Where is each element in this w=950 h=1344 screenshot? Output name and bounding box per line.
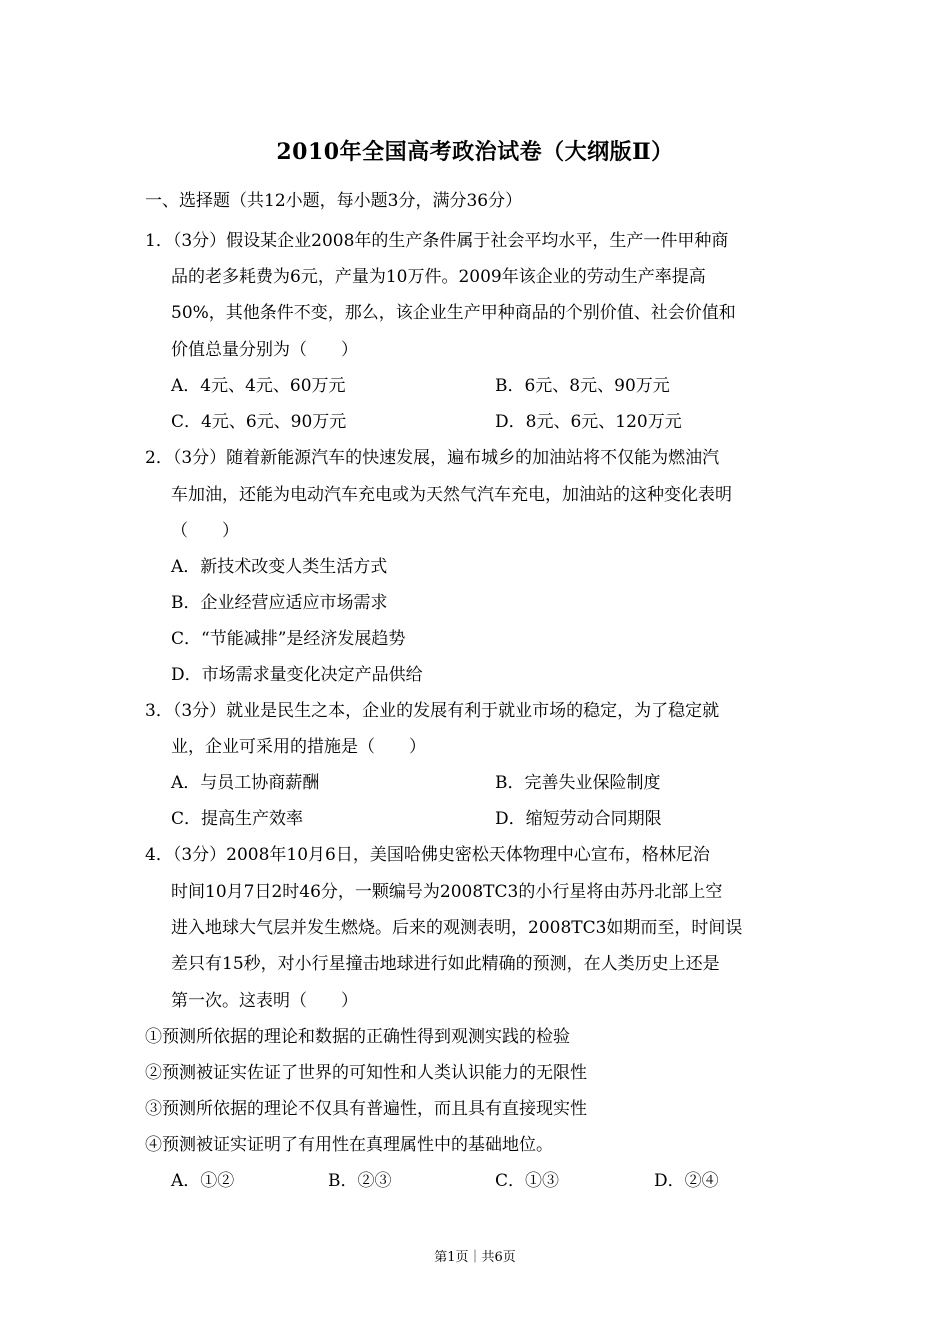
option-b: B．企业经营应适应市场需求 [171,593,388,613]
option-c: C．“节能减排”是经济发展趋势 [171,629,406,649]
option-b: B．完善失业保险制度 [495,773,661,793]
option-a: A．与员工协商薪酬 [171,773,320,793]
question-text-line: 50%，其他条件不变，那么，该企业生产甲种商品的个别价值、社会价值和 [171,303,736,323]
statement-2: ②预测被证实佐证了世界的可知性和人类认识能力的无限性 [145,1063,587,1083]
option-b: B．②③ [328,1171,392,1191]
option-d: D．缩短劳动合同期限 [495,809,662,829]
option-d: D．市场需求量变化决定产品供给 [171,665,423,685]
statement-3: ③预测所依据的理论不仅具有普遍性，而且具有直接现实性 [145,1099,587,1119]
question-text-line: 第一次。这表明（ ） [171,991,358,1011]
page-footer: 第1页｜共6页 [434,1250,516,1265]
question-text-line: （ ） [171,521,239,541]
option-b: B．6元、8元、90万元 [495,376,670,396]
question-text-line: 价值总量分别为（ ） [171,340,358,360]
option-a: A．①② [171,1171,235,1191]
option-c: C．①③ [495,1171,560,1191]
question-text-line: 差只有15秒，对小行星撞击地球进行如此精确的预测，在人类历史上还是 [171,954,720,974]
question-text-line: 时间10月7日2时46分，一颗编号为2008TC3的小行星将由苏丹北部上空 [171,882,723,902]
option-a: A．4元、4元、60万元 [171,376,346,396]
option-d: D．②④ [654,1171,719,1191]
option-a: A．新技术改变人类生活方式 [171,557,388,577]
question-text-line: 品的老多耗费为6元，产量为10万件。2009年该企业的劳动生产率提高 [171,267,706,287]
question-text-line: 业，企业可采用的措施是（ ） [171,737,426,757]
statement-4: ④预测被证实证明了有用性在真理属性中的基础地位。 [145,1135,553,1155]
statement-1: ①预测所依据的理论和数据的正确性得到观测实践的检验 [145,1027,570,1047]
option-d: D．8元、6元、120万元 [495,412,682,432]
section-heading: 一、选择题（共12小题，每小题3分，满分36分） [145,191,523,211]
option-c: C．4元、6元、90万元 [171,412,347,432]
question-text-line: 2．（3分）随着新能源汽车的快速发展，遍布城乡的加油站将不仅能为燃油汽 [145,448,720,468]
question-text-line: 车加油，还能为电动汽车充电或为天然气汽车充电，加油站的这种变化表明 [171,485,732,505]
question-text-line: 3．（3分）就业是民生之本，企业的发展有利于就业市场的稳定，为了稳定就 [145,701,720,721]
question-text-line: 4．（3分）2008年10月6日，美国哈佛史密松天体物理中心宣布，格林尼治 [145,845,710,865]
page-title: 2010年全国高考政治试卷（大纲版Ⅱ） [276,139,674,165]
option-c: C．提高生产效率 [171,809,304,829]
question-text-line: 1．（3分）假设某企业2008年的生产条件属于社会平均水平，生产一件甲种商 [145,231,729,251]
question-text-line: 进入地球大气层并发生燃烧。后来的观测表明，2008TC3如期而至，时间误 [171,918,743,938]
